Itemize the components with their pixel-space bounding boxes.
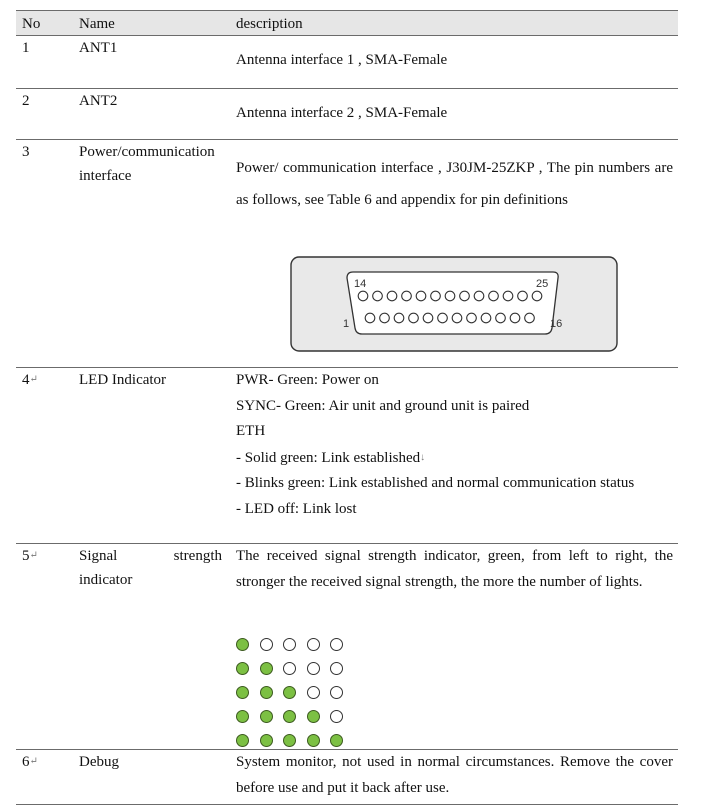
led-on-icon [236, 662, 249, 675]
led-off-icon [330, 662, 343, 675]
row-name: Debug [79, 754, 119, 770]
connector-pin [402, 291, 412, 301]
led-off-icon [307, 662, 320, 675]
led-on-icon [307, 710, 320, 723]
pin-label-14: 14 [354, 278, 367, 290]
signal-level-row [236, 656, 354, 680]
table-row [16, 89, 678, 140]
row-description [236, 544, 673, 595]
led-sync-line: SYNC- Green: Air unit and ground unit is paired [236, 397, 530, 414]
led-blink-line: - Blinks green: Link established and normal communication status [236, 475, 635, 491]
connector-pin [380, 313, 390, 323]
connector-pin [387, 291, 397, 301]
led-on-icon [283, 686, 296, 699]
connector-pin [409, 313, 419, 323]
led-off-icon [330, 686, 343, 699]
led-off-icon [283, 662, 296, 675]
led-on-icon [260, 662, 273, 675]
row-name: ANT2 [79, 93, 118, 109]
led-off-icon [307, 638, 320, 651]
connector-pin [532, 291, 542, 301]
connector-pin [373, 291, 383, 301]
connector-pin [467, 313, 477, 323]
table-row [16, 544, 678, 750]
row-description: Power/ communication interface , J30JM-25ZKP , The pin numbers are as follows, see Table 6 and appendix for pin definitions [236, 160, 673, 208]
table-row [16, 140, 678, 368]
led-solid-line: - Solid green: Link established↓ [236, 449, 426, 466]
led-pwr-line: PWR- Green: Power on [236, 372, 379, 388]
signal-led-grid [236, 632, 354, 752]
led-on-icon [260, 710, 273, 723]
row-name: LED Indicator [79, 372, 167, 388]
led-on-icon [260, 686, 273, 699]
connector-pin [438, 313, 448, 323]
connector-pin [510, 313, 520, 323]
signal-level-row [236, 728, 354, 752]
row-name: Signal strength indicator [79, 548, 222, 588]
led-off-line: - LED off: Link lost [236, 500, 357, 517]
led-on-icon [236, 710, 249, 723]
header-no: No [22, 16, 41, 32]
table-header [16, 10, 678, 36]
signal-level-row [236, 632, 354, 656]
header-description: description [236, 16, 303, 32]
table-row [16, 368, 678, 544]
led-on-icon [307, 734, 320, 747]
connector-pin [503, 291, 513, 301]
row-no: 2 [22, 93, 30, 109]
connector-pin [481, 313, 491, 323]
connector-pin [518, 291, 528, 301]
spec-table [16, 10, 678, 805]
table-row [16, 36, 678, 89]
connector-diagram [290, 256, 618, 352]
connector-pin [423, 313, 433, 323]
signal-level-row [236, 680, 354, 704]
row-name: Power/communication interface [79, 144, 215, 184]
row-description: Antenna interface 1 , SMA-Female [236, 52, 448, 68]
led-eth-line: ETH [236, 423, 266, 439]
led-off-icon [330, 710, 343, 723]
led-on-icon [330, 734, 343, 747]
led-on-icon [283, 710, 296, 723]
connector-pin [525, 313, 535, 323]
row-description: Antenna interface 2 , SMA-Female [236, 105, 448, 121]
led-off-icon [330, 638, 343, 651]
signal-level-row [236, 704, 354, 728]
connector-pin [452, 313, 462, 323]
connector-pin [416, 291, 426, 301]
led-off-icon [260, 638, 273, 651]
led-on-icon [236, 638, 249, 651]
connector-pin [496, 313, 506, 323]
row-no: 6↵ [22, 754, 38, 770]
led-off-icon [307, 686, 320, 699]
row-no: 3 [22, 144, 30, 160]
led-on-icon [260, 734, 273, 747]
connector-pin [365, 313, 375, 323]
row-description: System monitor, not used in normal circumstances. Remove the cover before use and put it back after use. [236, 754, 673, 796]
connector-pin [394, 313, 404, 323]
connector-pin [445, 291, 455, 301]
connector-pin [460, 291, 470, 301]
connector-pin [489, 291, 499, 301]
row-description [236, 368, 673, 522]
connector-pin [358, 291, 368, 301]
row-no: 1 [22, 40, 30, 56]
header-name: Name [79, 16, 115, 32]
connector-shell [347, 272, 558, 334]
led-on-icon [283, 734, 296, 747]
row-name: ANT1 [79, 40, 118, 56]
connector-pin [474, 291, 484, 301]
led-on-icon [236, 686, 249, 699]
pin-label-16: 16 [550, 318, 563, 330]
connector-pin [431, 291, 441, 301]
pin-label-25: 25 [536, 278, 549, 290]
row-no: 5↵ [22, 548, 38, 564]
led-on-icon [236, 734, 249, 747]
led-off-icon [283, 638, 296, 651]
table-row [16, 750, 678, 805]
row-no: 4↵ [22, 372, 38, 388]
pin-label-1: 1 [343, 318, 350, 330]
signal-text: The received signal strength indicator, green, from left to right, the stronger the received signal strength, the more the number of lights. [236, 548, 673, 590]
